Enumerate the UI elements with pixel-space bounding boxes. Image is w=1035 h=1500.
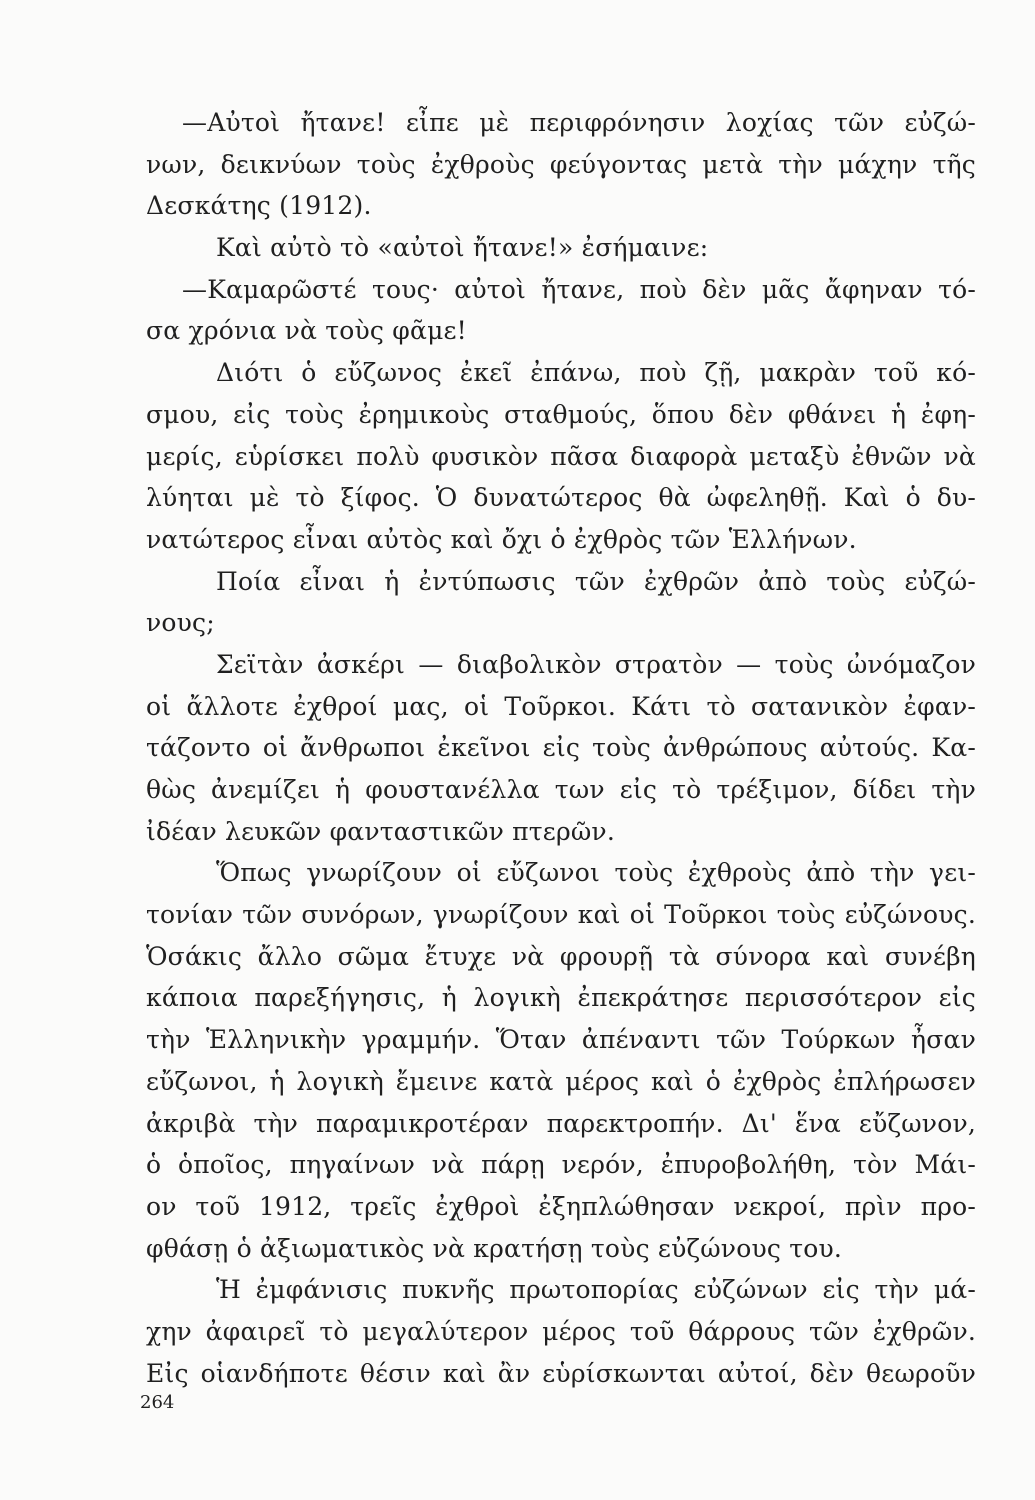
text-line: Σεϊτὰν ἀσκέρι — διαβολικὸν στρατὸν — τοὺς ὠνόμαζον — [216, 649, 976, 679]
text-line: τὴν Ἑλληνικὴν γραμμήν. Ὅταν ἀπέναντι τῶν Τούρκων ἦσαν — [146, 1025, 976, 1055]
text-line: Εἰς οἱανδήποτε θέσιν καὶ ἂν εὑρίσκωνται αὐτοί, δὲν θεωροῦν — [146, 1358, 976, 1388]
text-line: ον τοῦ 1912, τρεῖς ἐχθροὶ ἐξηπλώθησαν νεκροί, πρὶν προ- — [146, 1191, 976, 1221]
text-line: θὼς ἀνεμίζει ἡ φουστανέλλα των εἰς τὸ τρέξιμον, δίδει τὴν — [146, 775, 976, 804]
text-line: Δεσκάτης (1912). — [146, 191, 372, 221]
text-line: χην ἀφαιρεῖ τὸ μεγαλύτερον μέρος τοῦ θάρρους τῶν ἐχθρῶν. — [146, 1316, 976, 1346]
text-line: —Αὐτοὶ ἤτανε! εἶπε μὲ περιφρόνησιν λοχίας τῶν εὐζώ- — [182, 108, 976, 137]
text-line: ὁ ὁποῖος, πηγαίνων νὰ πάρῃ νερόν, ἐπυροβολήθη, τὸν Μάι- — [146, 1150, 976, 1180]
text-line: ἰδέαν λευκῶν φανταστικῶν πτερῶν. — [146, 816, 615, 846]
text-line: μερίς, εὑρίσκει πολὺ φυσικὸν πᾶσα διαφορὰ μεταξὺ ἐθνῶν νὰ — [146, 441, 976, 471]
text-line: Ὅπως γνωρίζουν οἱ εὔζωνοι τοὺς ἐχθροὺς ἀπὸ τὴν γει- — [216, 858, 976, 888]
text-line: —Καμαρῶστέ τους· αὐτοὶ ἤτανε, ποὺ δὲν μᾶς ἄφηναν τό- — [182, 274, 976, 304]
text-line: Ἡ ἐμφάνισις πυκνῆς πρωτοπορίας εὐζώνων εἰς τὴν μά- — [216, 1275, 976, 1305]
text-line: σα χρόνια νὰ τοὺς φᾶμε! — [146, 316, 467, 346]
text-line: νατώτερος εἶναι αὐτὸς καὶ ὄχι ὁ ἐχθρὸς τῶν Ἑλλήνων. — [146, 524, 857, 554]
page-number: 264 — [140, 1392, 175, 1413]
text-line: Ὁσάκις ἄλλο σῶμα ἔτυχε νὰ φρουρῇ τὰ σύνορα καὶ συνέβη — [146, 941, 976, 971]
text-line: νων, δεικνύων τοὺς ἐχθροὺς φεύγοντας μετὰ τὴν μάχην τῆς — [146, 149, 976, 179]
text-line: φθάσῃ ὁ ἀξιωματικὸς νὰ κρατήσῃ τοὺς εὐζώνους του. — [146, 1233, 843, 1263]
text-line: τάζοντο οἱ ἄνθρωποι ἐκεῖνοι εἰς τοὺς ἀνθρώπους αὐτούς. Κα- — [146, 733, 976, 763]
text-line: οἱ ἄλλοτε ἐχθροί μας, οἱ Τοῦρκοι. Κάτι τὸ σατανικὸν ἐφαν- — [146, 691, 976, 721]
text-line: ἀκριβὰ τὴν παραμικροτέραν παρεκτροπήν. Δι' ἕνα εὔζωνον, — [146, 1108, 976, 1138]
text-line: λύηται μὲ τὸ ξίφος. Ὁ δυνατώτερος θὰ ὠφεληθῇ. Καὶ ὁ δυ- — [146, 483, 976, 513]
text-line: εὔζωνοι, ἡ λογικὴ ἔμεινε κατὰ μέρος καὶ ὁ ἐχθρὸς ἐπλήρωσεν — [146, 1066, 976, 1096]
text-line: νους; — [146, 608, 215, 638]
text-line: Ποία εἶναι ἡ ἐντύπωσις τῶν ἐχθρῶν ἀπὸ τοὺς εὐζώ- — [216, 566, 976, 596]
text-line: κάποια παρεξήγησις, ἡ λογικὴ ἐπεκράτησε περισσότερον εἰς — [146, 983, 976, 1013]
text-line: τονίαν τῶν συνόρων, γνωρίζουν καὶ οἱ Τοῦρκοι τοὺς εὐζώνους. — [146, 900, 976, 930]
body-text — [146, 102, 976, 1394]
text-line: Καὶ αὐτὸ τὸ «αὐτοὶ ἤτανε!» ἐσήμαινε: — [216, 233, 709, 263]
text-line: Διότι ὁ εὔζωνος ἐκεῖ ἐπάνω, ποὺ ζῇ, μακρὰν τοῦ κό- — [216, 358, 976, 388]
text-line: σμου, εἰς τοὺς ἐρημικοὺς σταθμούς, ὅπου δὲν φθάνει ἡ ἐφη- — [146, 399, 976, 429]
